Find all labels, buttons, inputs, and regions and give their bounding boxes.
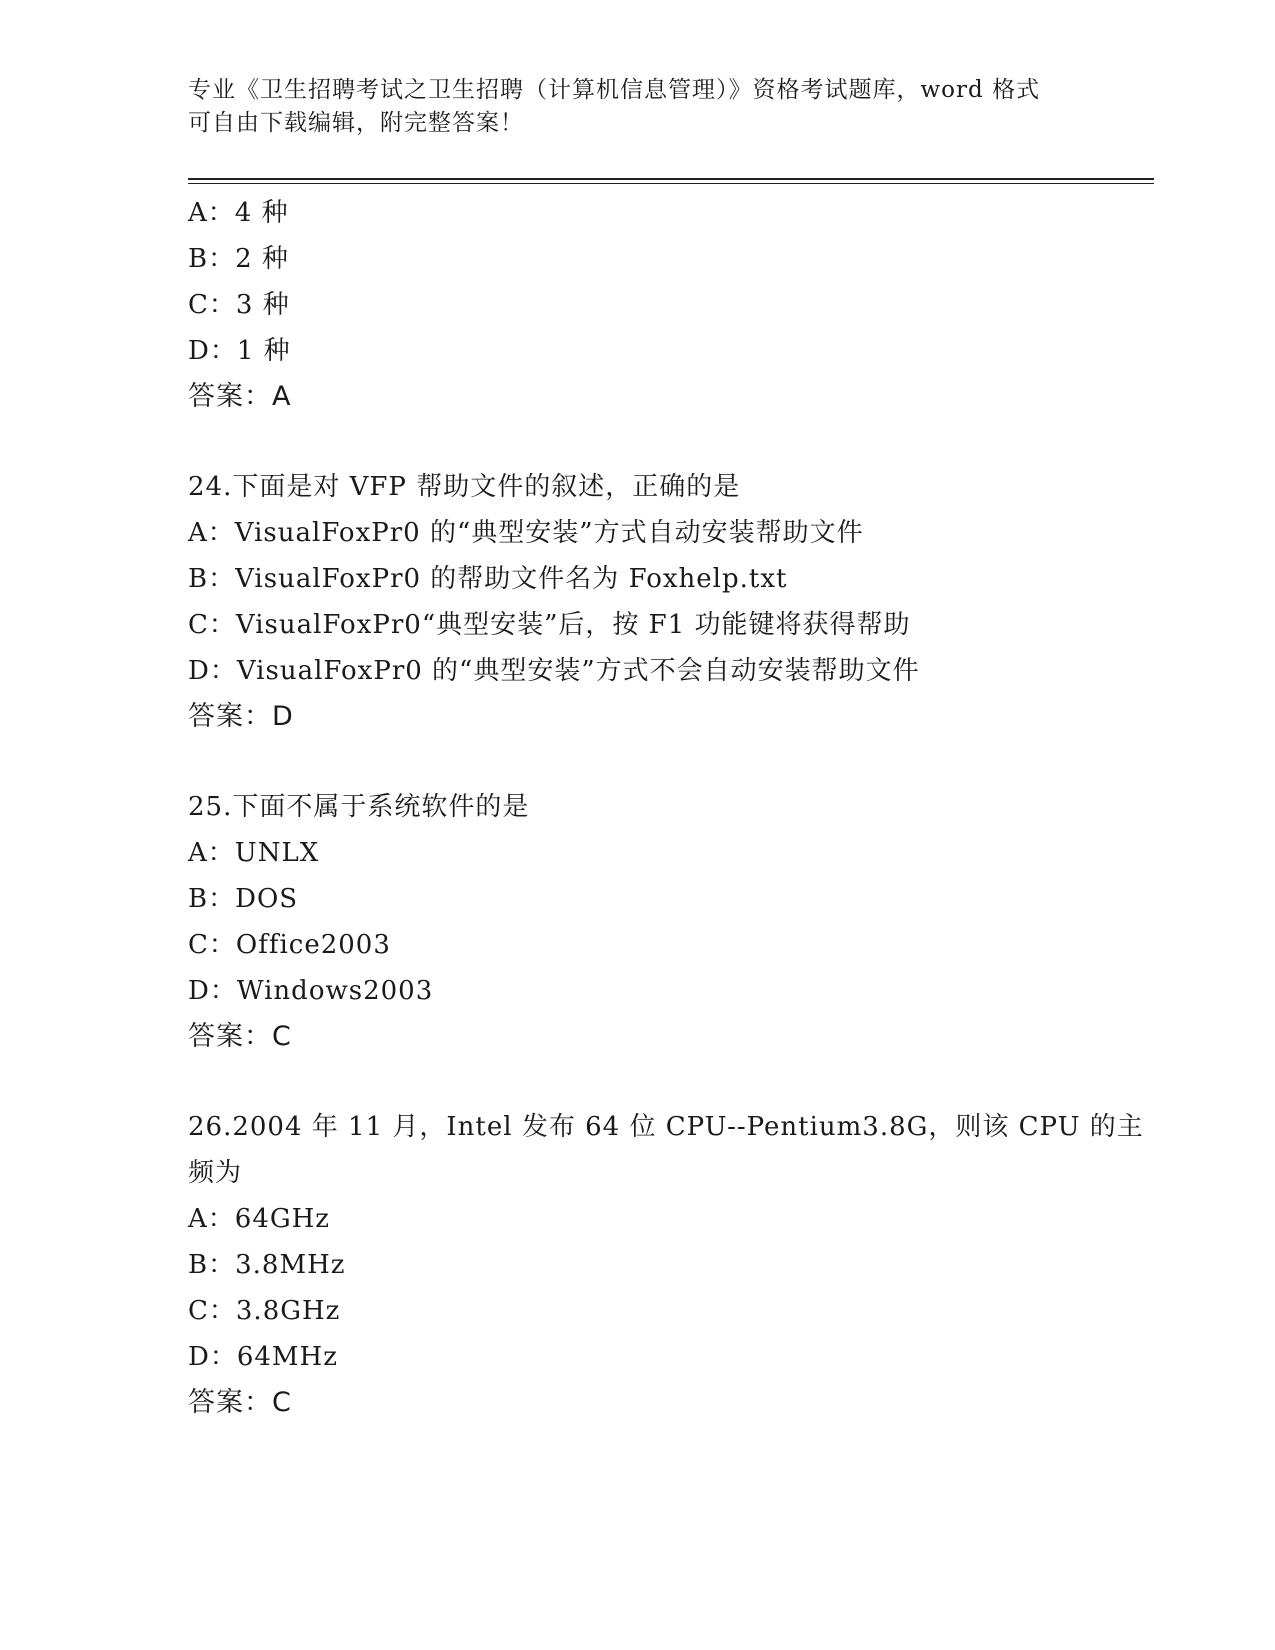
option-b: B：3.8MHz — [188, 1250, 346, 1280]
document-header — [188, 74, 1088, 140]
option-c: C：3 种 — [188, 290, 290, 320]
option-c: C：VisualFoxPr0“典型安装”后，按 F1 功能键将获得帮助 — [188, 610, 911, 640]
option-d: D：64MHz — [188, 1342, 338, 1372]
header-divider-thin — [188, 183, 1154, 184]
option-a: A：VisualFoxPr0 的“典型安装”方式自动安装帮助文件 — [188, 518, 864, 548]
question-23 — [188, 190, 1088, 420]
header-divider-thick — [188, 178, 1154, 180]
question-text: 25.下面不属于系统软件的是 — [188, 792, 530, 822]
option-a: A：4 种 — [188, 198, 289, 228]
option-d: D：VisualFoxPr0 的“典型安装”方式不会自动安装帮助文件 — [188, 656, 920, 686]
option-c: C：Office2003 — [188, 930, 391, 960]
answer: 答案：C — [188, 1387, 292, 1418]
question-25 — [188, 784, 1088, 1060]
spacer — [188, 1060, 1088, 1104]
option-a: A：64GHz — [188, 1204, 331, 1234]
option-b: B：2 种 — [188, 244, 289, 274]
header-line-2: 可自由下载编辑，附完整答案！ — [188, 110, 524, 136]
answer: 答案：D — [188, 701, 294, 732]
option-b: B：DOS — [188, 884, 299, 914]
option-a: A：UNLX — [188, 838, 320, 868]
spacer — [188, 420, 1088, 464]
option-d: D：1 种 — [188, 336, 291, 366]
question-text-line-2: 频为 — [188, 1158, 243, 1188]
option-c: C：3.8GHz — [188, 1296, 341, 1326]
answer: 答案：A — [188, 381, 292, 412]
option-d: D：Windows2003 — [188, 976, 434, 1006]
question-26 — [188, 1104, 1144, 1426]
answer: 答案：C — [188, 1021, 292, 1052]
header-line-1: 专业《卫生招聘考试之卫生招聘（计算机信息管理）》资格考试题库，word 格式 — [188, 77, 1041, 103]
spacer — [188, 740, 1088, 784]
question-content — [188, 190, 1144, 1426]
option-b: B：VisualFoxPr0 的帮助文件名为 Foxhelp.txt — [188, 564, 788, 594]
question-24 — [188, 464, 1088, 740]
question-text-line-1: 26.2004 年 11 月，Intel 发布 64 位 CPU--Pentium3.8G，则该 CPU 的主 — [188, 1112, 1144, 1142]
question-text: 24.下面是对 VFP 帮助文件的叙述，正确的是 — [188, 472, 741, 502]
